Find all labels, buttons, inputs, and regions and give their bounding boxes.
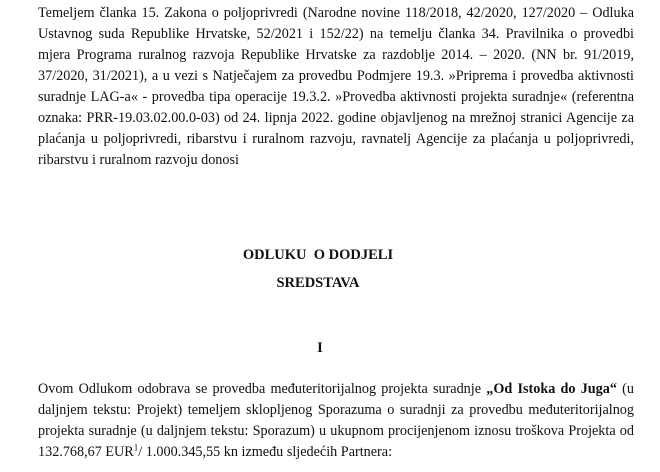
section-number: I (317, 340, 323, 356)
footnote-marker[interactable]: 1 (133, 442, 139, 453)
section-one-paragraph (38, 379, 634, 463)
decision-title-line2: SREDSTAVA (276, 275, 360, 291)
body-text-start: Ovom Odlukom odobrava se provedba međuteritorijalnog projekta suradnje (38, 381, 487, 397)
intro-paragraph: Temeljem članka 15. Zakona o poljoprivredi (Narodne novine 118/2018, 42/2020, 127/2020 – Odluka Ustavnog suda Republike Hrvatske, 52/2021 i 152/22) na temelju članka 34. Pravilnika o provedbi mjera Programa ruralnog razvoja Republike Hrvatske za razdoblje 2014. – 2020. (NN br. 91/2019, 37/2020, 31/2021), a u vezi s Natječajem za provedbu Podmjere 19.3. »Priprema i provedba aktivnosti suradnje LAG-a« - provedba tipa operacije 19.3.2. »Provedba aktivnosti projekta suradnje« (referentna oznaka: PRR-19.03.02.00.0-03) od 24. lipnja 2022. godine objavljenog na mrežnoj stranici Agencije za plaćanja u poljoprivredi, ribarstvu i ruralnom razvoju, ravnatelj Agencije za plaćanja u poljoprivredi, ribarstvu i ruralnom razvoju donosi (38, 5, 634, 168)
body-text-middle: (u daljnjem tekstu: Projekt) temeljem sklopljenog Sporazuma o suradnji za provedbu međuteritorijalnog projekta suradnje (u daljnjem tekstu: Sporazum) u ukupnom procijenjenom iznosu troškova Projekta od 132.768,67 EUR (38, 381, 634, 460)
project-name: „Od Istoka do Juga“ (486, 381, 617, 397)
decision-title-line1: ODLUKU O DODJELI (242, 247, 394, 263)
body-text-end: / 1.000.345,55 kn između sljedećih Partnera: (138, 444, 393, 460)
